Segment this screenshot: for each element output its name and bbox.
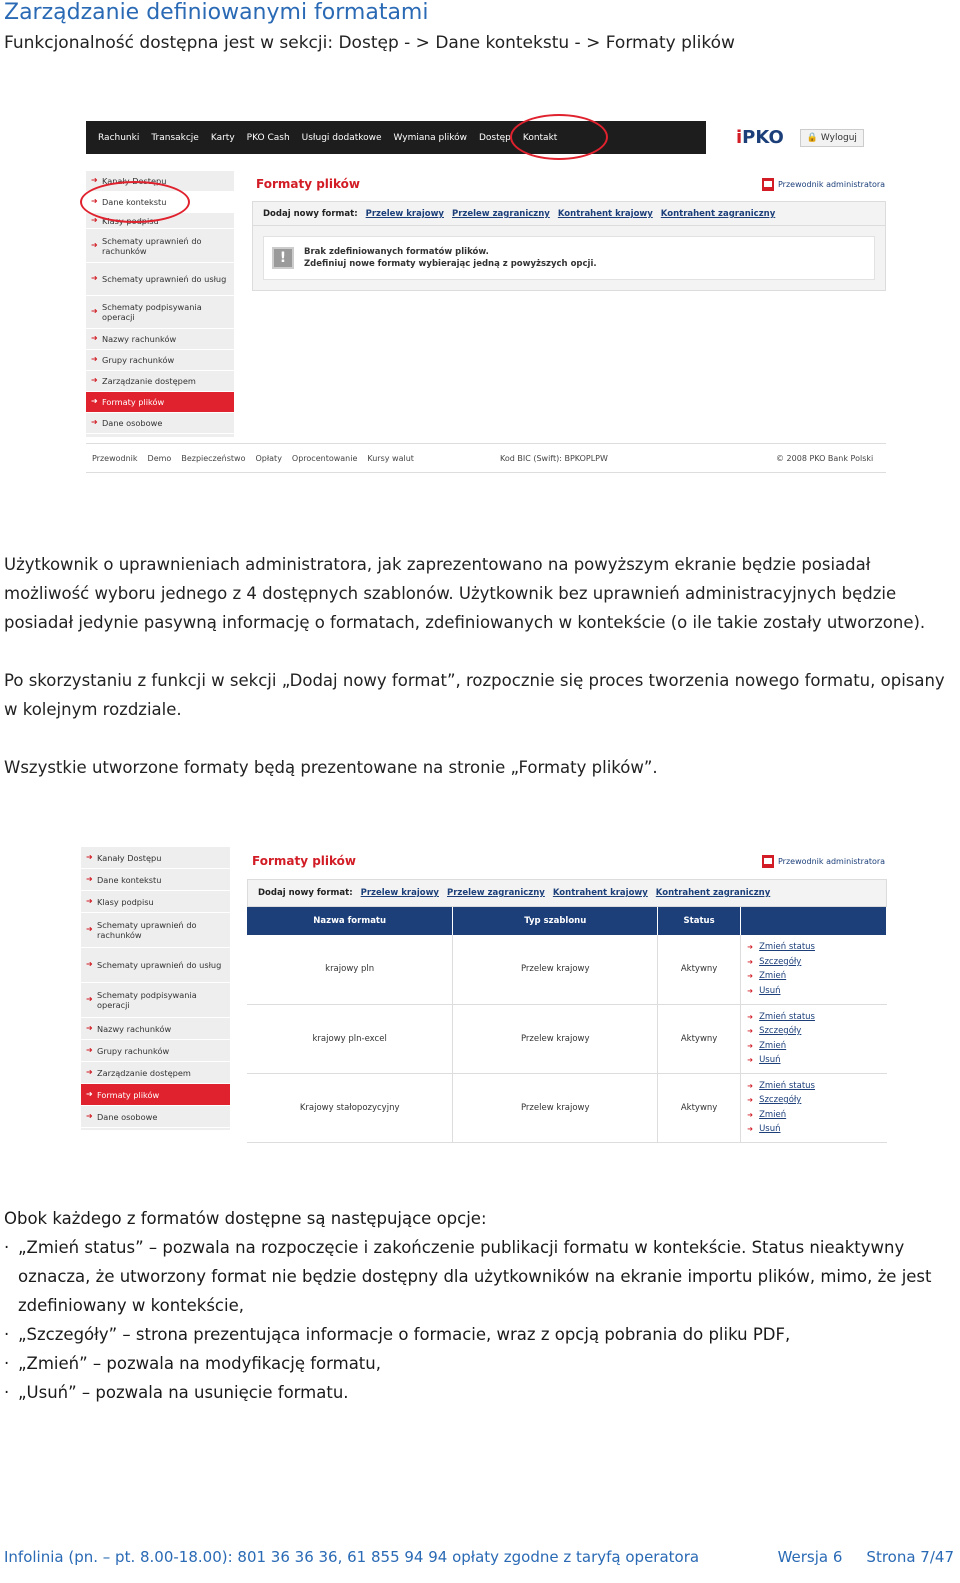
delete-link[interactable]: ➜ Usuń: [747, 1055, 781, 1065]
format-name: krajowy pln-excel: [247, 1004, 453, 1073]
footer-link-oplaty[interactable]: Opłaty: [255, 454, 282, 463]
add-link-kontrahent-krajowy[interactable]: Kontrahent krajowy: [557, 209, 653, 219]
delete-link[interactable]: ➜ Usuń: [747, 985, 781, 996]
format-type: Przelew krajowy: [453, 1004, 658, 1073]
sidebar2-item-formaty[interactable]: ➜ Formaty plików: [81, 1084, 230, 1106]
nav-item-pko-cash[interactable]: PKO Cash: [246, 132, 290, 143]
sidebar-item-zarzadzanie[interactable]: ➜ Zarządzanie dostępem: [86, 371, 234, 392]
paragraph-admin-info: Użytkownik o uprawnieniach administratora, jak zaprezentowano na powyższym ekranie będzie posiadał możliwość wyboru jednego z 4 dostępnych szablonów. Użytkownik bez uprawnień administracyjnych będzie posiadał jedynie pasywną informację o formatach, zdefiniowanych w kontekście (o ile takie zostały utworzone).: [4, 555, 926, 632]
delete-link[interactable]: ➜ Usuń: [747, 1124, 781, 1134]
list-item: · „Zmień status” – pozwala na rozpoczęcie i zakończenie publikacji formatu w kontekście. Status nieaktywny oznacza, że utworzony format nie będzie dostępny dla użytkowników na ekranie importu plików, mimo, że jest zdefiniowany w kontekście,: [4, 1238, 932, 1315]
table-row: [247, 1004, 887, 1073]
screenshot-empty-formats: [86, 121, 886, 475]
sidebar-item-schematy-uslug[interactable]: ➜ Schematy uprawnień do usług: [86, 263, 234, 296]
sidebar2-item-schematy-podpisywania[interactable]: ➜ Schematy podpisywania operacji: [81, 983, 230, 1018]
ipko-logo: iPKO: [736, 127, 784, 148]
sidebar2-item-nazwy-rachunkow[interactable]: ➜ Nazwy rachunków: [81, 1018, 230, 1040]
notice-line-1: Brak zdefiniowanych formatów plików.: [304, 247, 489, 257]
sidebar-item-grupy-rachunkow[interactable]: ➜ Grupy rachunków: [86, 350, 234, 371]
change-status-link[interactable]: ➜ Zmień status: [747, 942, 815, 953]
list-item: · „Usuń” – pozwala na usunięcie formatu.: [4, 1383, 349, 1402]
table-row: [247, 935, 887, 1004]
footer-link-przewodnik[interactable]: Przewodnik: [92, 454, 138, 463]
col-header-type: Typ szablonu: [453, 907, 658, 935]
admin-guide-link[interactable]: Przewodnik administratora: [762, 178, 885, 191]
format-status: Aktywny: [658, 1073, 741, 1142]
page-footer: [4, 1544, 954, 1570]
add2-link-przelew-zagraniczny[interactable]: Przelew zagraniczny: [446, 888, 545, 898]
edit-link[interactable]: ➜ Zmień: [747, 1109, 787, 1120]
add-format-bar: [252, 201, 886, 227]
nav-item-transakcje[interactable]: Transakcje: [151, 132, 199, 143]
format-options: [741, 935, 887, 1004]
admin-guide-link-2[interactable]: Przewodnik administratora: [762, 855, 885, 868]
sidebar-item-dane-osobowe[interactable]: ➜ Dane osobowe: [86, 413, 234, 434]
add-link-kontrahent-zagraniczny[interactable]: Kontrahent zagraniczny: [660, 209, 776, 219]
edit-link[interactable]: ➜ Zmień: [747, 971, 787, 982]
nav-item-rachunki[interactable]: Rachunki: [98, 132, 140, 143]
section-path: Funkcjonalność dostępna jest w sekcji: Dostęp - > Dane kontekstu - > Formaty plików: [4, 33, 735, 53]
version-label: Wersja 6: [777, 1548, 843, 1566]
add-link-przelew-zagraniczny[interactable]: Przelew zagraniczny: [451, 209, 550, 219]
add2-link-kontrahent-krajowy[interactable]: Kontrahent krajowy: [552, 888, 648, 898]
sidebar-item-dane-kontekstu[interactable]: ➜ Dane kontekstu: [86, 192, 234, 213]
add-format-label: Dodaj nowy format:: [263, 209, 358, 219]
add2-link-przelew-krajowy[interactable]: Przelew krajowy: [360, 888, 439, 898]
details-link[interactable]: ➜ Szczegóły: [747, 1026, 802, 1036]
pdf-icon: [762, 178, 774, 191]
pdf-icon-2: [762, 855, 774, 868]
formats-table: [247, 907, 887, 1143]
format-status: Aktywny: [658, 935, 741, 1004]
options-description: [4, 1204, 954, 1407]
sidebar2-item-schematy-uslug[interactable]: ➜ Schematy uprawnień do usług: [81, 948, 230, 983]
footer-link-demo[interactable]: Demo: [147, 454, 172, 463]
sidebar-item-formaty[interactable]: ➜ Formaty plików: [86, 392, 234, 413]
list-item: · „Zmień” – pozwala na modyfikację formatu,: [4, 1354, 381, 1373]
panel-title: Formaty plików: [256, 177, 361, 191]
nav-item-karty[interactable]: Karty: [210, 132, 235, 143]
format-type: Przelew krajowy: [453, 1073, 658, 1142]
page-number: Strona 7/47: [866, 1548, 954, 1566]
page-title: Zarządzanie definiowanymi formatami: [4, 0, 429, 25]
format-status: Aktywny: [658, 1004, 741, 1073]
sidebar2-item-grupy-rachunkow[interactable]: ➜ Grupy rachunków: [81, 1040, 230, 1062]
details-link[interactable]: ➜ Szczegóły: [747, 1095, 802, 1105]
format-name: krajowy pln: [247, 935, 453, 1004]
sidebar2-item-dane-kontekstu[interactable]: ➜ Dane kontekstu: [81, 869, 230, 891]
list-item: · „Szczegóły” – strona prezentująca informacje o formacie, wraz z opcją pobrania do pliku PDF,: [4, 1325, 791, 1344]
sidebar2-item-dane-osobowe[interactable]: ➜ Dane osobowe: [81, 1106, 230, 1128]
copyright: © 2008 PKO Bank Polski: [776, 454, 874, 463]
notice-line-2: Zdefiniuj nowe formaty wybierając jedną z powyższych opcji.: [304, 259, 597, 269]
screenshot-formats-list: [81, 847, 887, 1147]
col-header-status: Status: [658, 907, 741, 935]
highlight-circle-dostep: [510, 114, 608, 160]
format-options: [741, 1004, 887, 1073]
format-type: Przelew krajowy: [453, 935, 658, 1004]
details-link[interactable]: ➜ Szczegóły: [747, 956, 802, 967]
nav-item-dostep[interactable]: Dostęp: [478, 132, 511, 143]
add-link-przelew-krajowy[interactable]: Przelew krajowy: [365, 209, 444, 219]
change-status-link[interactable]: ➜ Zmień status: [747, 1011, 815, 1022]
top-navigation: [86, 121, 706, 154]
sidebar-item-schematy-rachunkow[interactable]: ➜ Schematy uprawnień do rachunków: [86, 229, 234, 263]
site-footer: [86, 443, 886, 473]
bic-code: Kod BIC (Swift): BPKOPLPW: [500, 454, 608, 463]
nav-item-kontakt[interactable]: Kontakt: [522, 132, 558, 143]
warning-icon: !: [272, 247, 294, 269]
sidebar2-item-kanaly[interactable]: ➜ Kanały Dostępu: [81, 847, 230, 869]
panel-title-2: Formaty plików: [252, 854, 357, 868]
sidebar2-item-klasy[interactable]: ➜ Klasy podpisu: [81, 891, 230, 913]
paragraph-all-formats: Wszystkie utworzone formaty będą prezentowane na stronie „Formaty plików”.: [4, 758, 658, 777]
sidebar-item-klasy[interactable]: ➜ Klasy podpisu: [86, 213, 234, 229]
nav-item-wymiana[interactable]: Wymiana plików: [393, 132, 467, 143]
sidebar-item-nazwy-rachunkow[interactable]: ➜ Nazwy rachunków: [86, 329, 234, 350]
footer-link-bezpieczenstwo[interactable]: Bezpieczeństwo: [181, 454, 246, 463]
options-intro: Obok każdego z formatów dostępne są następujące opcje:: [4, 1209, 487, 1228]
nav-item-uslugi[interactable]: Usługi dodatkowe: [301, 132, 382, 143]
highlight-circle-dane-kontekstu: [80, 181, 190, 223]
table-row: [247, 1073, 887, 1142]
format-name: Krajowy stałopozycyjny: [247, 1073, 453, 1142]
padlock-icon: 🔒: [806, 132, 819, 143]
hotline-info: Infolinia (pn. – pt. 8.00-18.00): 801 36 36 36, 61 855 94 94 opłaty zgodne z taryfą operatora: [4, 1548, 700, 1566]
sidebar-item-kanaly[interactable]: ➜ Kanały Dostępu: [86, 171, 234, 192]
sidebar-menu-2: [81, 847, 230, 1130]
col-header-options: [741, 907, 887, 935]
paragraph-add-format: Po skorzystaniu z funkcji w sekcji „Dodaj nowy format”, rozpocznie się proces tworzenia nowego formatu, opisany w kolejnym rozdziale.: [4, 671, 945, 719]
logout-button[interactable]: 🔒 Wyloguj: [800, 129, 864, 147]
sidebar2-item-zarzadzanie[interactable]: ➜ Zarządzanie dostępem: [81, 1062, 230, 1084]
footer-link-kursy[interactable]: Kursy walut: [367, 454, 414, 463]
add-format-label-2: Dodaj nowy format:: [258, 888, 353, 898]
change-status-link[interactable]: ➜ Zmień status: [747, 1080, 815, 1091]
footer-link-oprocentowanie[interactable]: Oprocentowanie: [291, 454, 358, 463]
add2-link-kontrahent-zagraniczny[interactable]: Kontrahent zagraniczny: [655, 888, 771, 898]
sidebar-item-schematy-podpisywania[interactable]: ➜ Schematy podpisywania operacji: [86, 296, 234, 329]
empty-notice: [252, 225, 886, 291]
format-options: [741, 1073, 887, 1142]
header-right: [706, 121, 886, 154]
col-header-name: Nazwa formatu: [247, 907, 453, 935]
edit-link[interactable]: ➜ Zmień: [747, 1040, 787, 1051]
sidebar2-item-schematy-rachunkow[interactable]: ➜ Schematy uprawnień do rachunków: [81, 913, 230, 948]
add-format-bar-2: [247, 879, 887, 907]
